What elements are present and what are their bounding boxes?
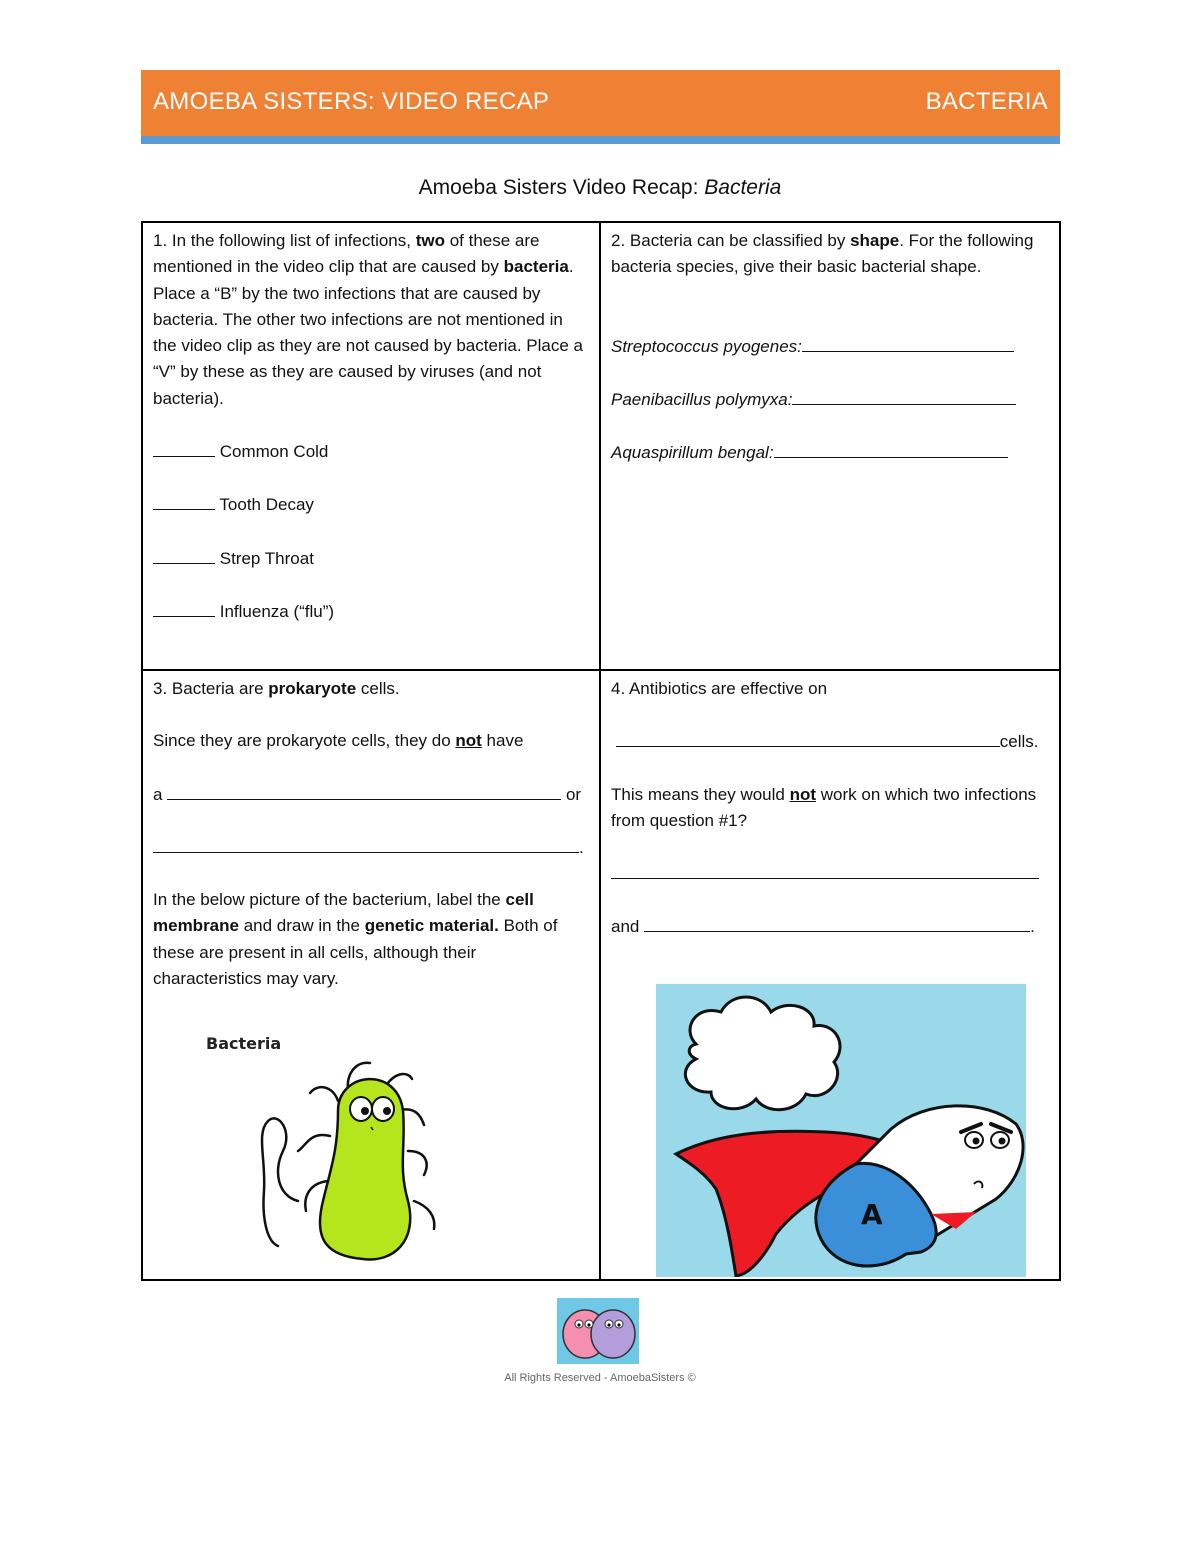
header-stripe <box>141 136 1060 144</box>
header-topic: BACTERIA <box>925 88 1048 115</box>
q2-species-aquaspirillum: Aquaspirillum bengal: <box>611 439 1049 466</box>
question-4 <box>601 671 1059 1279</box>
question-2 <box>601 223 1059 671</box>
q1-item-influenza: Influenza (“flu”) <box>153 598 589 625</box>
q2-species-paenibacillus: Paenibacillus polymyxa: <box>611 386 1049 413</box>
bacteria-illustration <box>198 1001 488 1281</box>
q3-instructions: In the below picture of the bacterium, label the cell membrane and draw in the genetic material. Both of these are present in all cells, although their characteristics may vary. <box>153 890 558 989</box>
q1-intro: 1. In the following list of infections, two of these are mentioned in the video clip that are caused by bacteria. Place a “B” by the two infections that are caused by bacteria. The other two infections are not mentioned in the video clip as they are not caused by bacteria. Place a “V” by these as they are caused by viruses (and not bacteria). <box>153 231 583 408</box>
q1-item-tooth-decay: Tooth Decay <box>153 491 589 518</box>
q4-blank-row-1 <box>611 860 1049 887</box>
pill-letter: A <box>861 1198 883 1231</box>
amoeba-sisters-logo <box>557 1298 639 1364</box>
q4-blank-row-2: and . <box>611 913 1049 940</box>
answer-blank[interactable] <box>792 386 1016 405</box>
answer-blank[interactable] <box>644 913 1030 932</box>
q4-blank-cells: cells. <box>611 728 1049 755</box>
answer-blank[interactable] <box>153 438 215 457</box>
answer-blank[interactable] <box>167 781 561 800</box>
q1-item-strep-throat: Strep Throat <box>153 545 589 572</box>
answer-blank[interactable] <box>616 728 1000 747</box>
q4-line2: This means they would not work on which two infections from question #1? <box>611 784 1037 830</box>
answer-blank[interactable] <box>774 439 1008 458</box>
header-title: AMOEBA SISTERS: VIDEO RECAP <box>153 88 550 115</box>
q1-item-common-cold: Common Cold <box>153 438 589 465</box>
answer-blank[interactable] <box>802 333 1014 352</box>
worksheet-grid <box>141 221 1061 1281</box>
bacteria-label: Bacteria <box>206 1034 282 1053</box>
question-1 <box>143 223 601 671</box>
antibiotic-superhero-illustration <box>656 984 1026 1277</box>
copyright-footer: All Rights Reserved - AmoebaSisters © <box>504 1372 696 1384</box>
question-3 <box>143 671 601 1279</box>
q3-blank-row-2: . <box>153 834 589 861</box>
answer-blank[interactable] <box>153 598 215 617</box>
document-title: Amoeba Sisters Video Recap: Bacteria <box>418 176 782 199</box>
answer-blank[interactable] <box>153 491 215 510</box>
q2-intro: 2. Bacteria can be classified by shape. For the following bacteria species, give their basic bacterial shape. <box>611 231 1034 277</box>
answer-blank[interactable] <box>153 834 579 853</box>
q4-line1: 4. Antibiotics are effective on <box>611 679 828 698</box>
q2-species-streptococcus: Streptococcus pyogenes: <box>611 333 1049 360</box>
q3-blank-row-1: a or <box>153 781 589 808</box>
answer-blank[interactable] <box>153 545 215 564</box>
q3-line1: 3. Bacteria are prokaryote cells. <box>153 679 400 698</box>
q3-line2: Since they are prokaryote cells, they do not have <box>153 731 524 751</box>
answer-blank[interactable] <box>611 860 1039 879</box>
header-banner <box>141 70 1060 136</box>
